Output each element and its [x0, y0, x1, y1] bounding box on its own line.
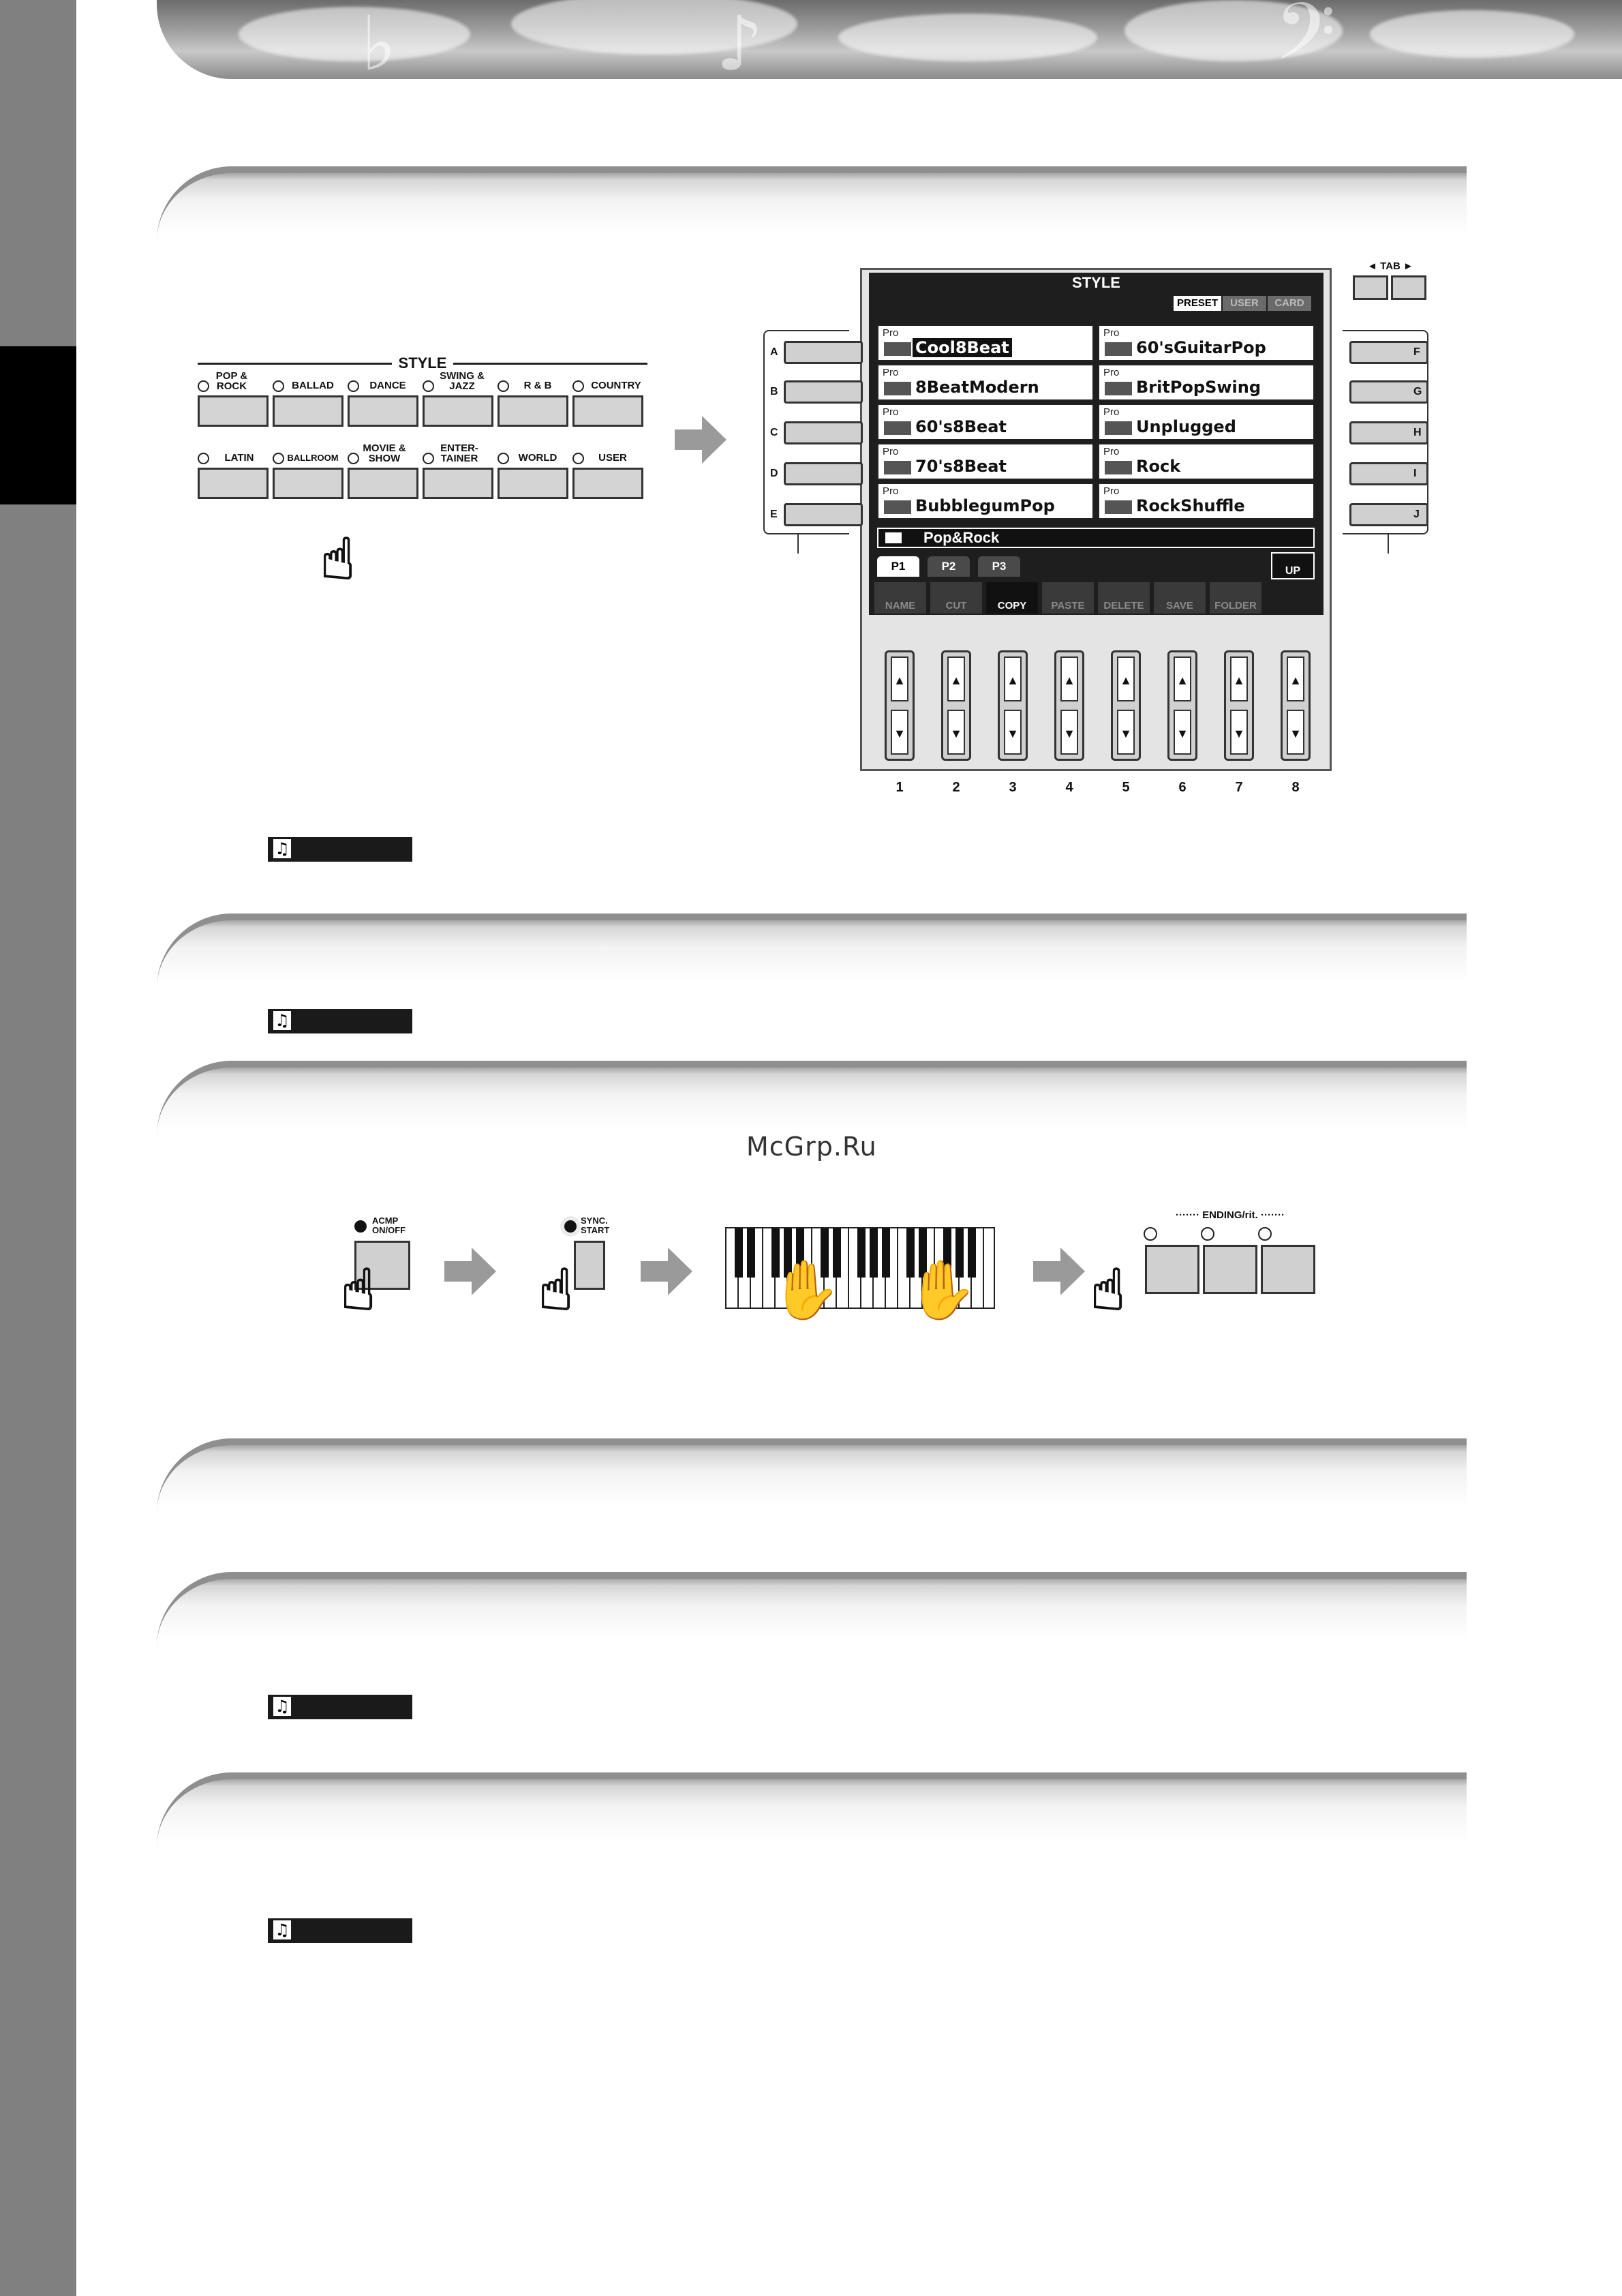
black-key[interactable]: [735, 1228, 743, 1278]
music-note-icon: ♫: [273, 839, 291, 858]
up-arrow-icon[interactable]: ▲: [1287, 656, 1304, 701]
label-country: COUNTRY: [591, 380, 641, 391]
lcd-screen: [869, 273, 1323, 615]
label-e: E: [770, 509, 778, 520]
acmp-led: [354, 1220, 367, 1233]
ending-button-1[interactable]: [1145, 1245, 1199, 1294]
style-cell[interactable]: [1098, 364, 1315, 401]
style-cell[interactable]: [1098, 404, 1315, 440]
r-b-button[interactable]: [498, 395, 568, 427]
style-led: [498, 453, 509, 464]
tab-user[interactable]: USER: [1223, 296, 1266, 311]
style-led: [572, 380, 584, 392]
down-arrow-icon[interactable]: ▼: [1230, 710, 1248, 755]
label-i: I: [1413, 468, 1417, 479]
ending-led: [1258, 1227, 1272, 1241]
country-button[interactable]: [572, 395, 643, 427]
ending-label-text: ENDING/rit.: [1202, 1209, 1258, 1221]
pro-badge: Pro: [1103, 446, 1120, 457]
style-cell[interactable]: [1098, 443, 1315, 480]
label-world: WORLD: [518, 452, 557, 464]
style-thumbnail-icon: [1105, 461, 1132, 474]
updown-button-4[interactable]: [1054, 650, 1084, 761]
pro-badge: Pro: [1103, 327, 1120, 339]
tab-right-button[interactable]: [1391, 275, 1426, 300]
number-1: 1: [896, 780, 904, 795]
up-arrow-icon[interactable]: ▲: [1004, 656, 1022, 701]
section-header-2: [157, 913, 1467, 988]
ending-led: [1144, 1227, 1157, 1241]
note-tag: [268, 1009, 412, 1033]
style-led: [273, 380, 284, 392]
style-name: Rock: [1136, 457, 1181, 476]
up-button[interactable]: UP: [1271, 552, 1315, 579]
section-header-4: [157, 1438, 1467, 1513]
updown-button-1[interactable]: [885, 650, 915, 761]
style-cell[interactable]: [877, 404, 1094, 440]
ballroom-button[interactable]: [273, 468, 343, 499]
style-led: [423, 380, 434, 392]
number-7: 7: [1235, 780, 1243, 795]
fn-folder[interactable]: FOLDER: [1210, 582, 1261, 614]
bracket-tick: [1388, 534, 1389, 554]
number-8: 8: [1291, 780, 1300, 795]
black-key[interactable]: [870, 1228, 878, 1278]
label-entertainer: ENTER- TAINER: [440, 442, 478, 464]
pop-rock-button[interactable]: [198, 395, 269, 427]
button-i[interactable]: [1349, 462, 1428, 485]
world-button[interactable]: [498, 468, 568, 499]
label-movie-show: MOVIE & SHOW: [363, 442, 406, 464]
style-thumbnail-icon: [884, 342, 911, 356]
swing-jazz-button[interactable]: [423, 395, 493, 427]
style-cell[interactable]: [1098, 483, 1315, 519]
label-h: H: [1413, 427, 1422, 438]
button-a[interactable]: [784, 341, 863, 364]
music-note-icon: 𝄢: [1274, 0, 1336, 79]
pro-badge: Pro: [883, 367, 899, 378]
music-note-icon: ♫: [273, 1011, 291, 1030]
style-panel: [198, 353, 647, 503]
ending-button-2[interactable]: [1203, 1245, 1257, 1294]
dance-button[interactable]: [348, 395, 418, 427]
updown-button-2[interactable]: [941, 650, 971, 761]
style-cell[interactable]: [877, 443, 1094, 480]
label-f: F: [1413, 346, 1420, 358]
style-name: RockShuffle: [1136, 496, 1245, 515]
acmp-label: ACMP ON/OFF: [372, 1215, 406, 1235]
fn-cut[interactable]: CUT: [930, 582, 982, 614]
style-name: 60's8Beat: [915, 417, 1007, 436]
folder-icon: [885, 532, 902, 543]
label-swing-jazz: SWING & JAZZ: [440, 370, 485, 392]
page-tab-p3[interactable]: P3: [978, 556, 1020, 577]
music-note-icon: ♭: [361, 0, 397, 79]
style-name: 8BeatModern: [915, 378, 1039, 397]
pro-badge: Pro: [1103, 406, 1120, 418]
updown-button-6[interactable]: [1167, 650, 1197, 761]
hand-icon: ✋: [906, 1256, 978, 1323]
updown-button-3[interactable]: [998, 650, 1028, 761]
style-led: [348, 380, 359, 392]
ending-led: [1201, 1227, 1214, 1241]
button-c[interactable]: [784, 421, 863, 444]
style-cell[interactable]: [877, 483, 1094, 519]
label-pop-rock: POP & ROCK: [215, 370, 248, 392]
updown-button-7[interactable]: [1224, 650, 1254, 761]
movie-show-button[interactable]: [348, 468, 418, 499]
pro-badge: Pro: [1103, 485, 1120, 497]
label-d: D: [770, 468, 778, 479]
hand-icon: ✋: [770, 1256, 842, 1323]
tab-card[interactable]: CARD: [1268, 296, 1311, 311]
number-6: 6: [1178, 780, 1187, 795]
pro-badge: Pro: [1103, 367, 1120, 378]
button-d[interactable]: [784, 462, 863, 485]
updown-button-5[interactable]: [1111, 650, 1141, 761]
tab-left-button[interactable]: [1353, 275, 1388, 300]
lcd-title: STYLE: [1072, 274, 1120, 291]
down-arrow-icon[interactable]: ▼: [947, 710, 965, 755]
label-g: G: [1413, 386, 1422, 397]
up-arrow-icon[interactable]: ▲: [1060, 656, 1078, 701]
user-button[interactable]: [572, 468, 643, 499]
fn-save[interactable]: SAVE: [1154, 582, 1206, 614]
arrow-right-icon: [1033, 1261, 1060, 1282]
style-thumbnail-icon: [884, 382, 911, 395]
page-tab-p1[interactable]: P1: [877, 556, 919, 577]
label-c: C: [770, 427, 778, 438]
down-arrow-icon[interactable]: ▼: [1174, 710, 1191, 755]
style-name: 70's8Beat: [915, 457, 1007, 476]
black-key[interactable]: [882, 1228, 890, 1278]
label-r-b: R & B: [523, 380, 552, 391]
watermark: McGrp.Ru: [746, 1132, 877, 1162]
pro-badge: Pro: [883, 446, 899, 457]
label-dance: DANCE: [369, 380, 406, 391]
style-thumbnail-icon: [884, 421, 911, 435]
note-tag: [268, 1918, 412, 1943]
pointing-hand-icon: ☝: [320, 526, 356, 592]
folder-name: Pop&Rock: [923, 529, 1000, 546]
fn-name[interactable]: NAME: [874, 582, 926, 614]
fn-paste[interactable]: PASTE: [1042, 582, 1094, 614]
style-name: BritPopSwing: [1136, 378, 1261, 397]
note-tag: [268, 1695, 412, 1719]
style-name: 60'sGuitarPop: [1136, 338, 1266, 357]
down-arrow-icon[interactable]: ▼: [1060, 710, 1078, 755]
section-header-1: [157, 166, 1467, 248]
left-margin-band: [0, 0, 76, 2296]
style-led: [572, 453, 584, 464]
label-b: B: [770, 386, 778, 397]
style-cell[interactable]: [877, 364, 1094, 401]
tab-preset[interactable]: PRESET: [1174, 296, 1221, 311]
down-arrow-icon[interactable]: ▼: [1117, 710, 1135, 755]
arrow-right-icon: [444, 1261, 472, 1282]
arrow-right-icon: [675, 429, 702, 450]
pointing-hand-icon: ☝: [538, 1256, 574, 1323]
down-arrow-icon[interactable]: ▼: [1287, 710, 1304, 755]
entertainer-button[interactable]: [423, 468, 493, 499]
pro-badge: Pro: [883, 406, 899, 418]
style-thumbnail-icon: [1105, 421, 1132, 435]
up-arrow-icon[interactable]: ▲: [891, 656, 908, 701]
music-note-icon: ♫: [273, 1920, 291, 1939]
style-name: Cool8Beat: [913, 338, 1012, 357]
style-name: Unplugged: [1136, 417, 1236, 436]
number-3: 3: [1009, 780, 1017, 795]
style-led: [498, 380, 509, 392]
pointing-hand-icon: ☝: [341, 1256, 376, 1323]
sync-start-button[interactable]: [574, 1241, 605, 1290]
black-key[interactable]: [857, 1228, 866, 1278]
label-ballroom: BALLROOM: [287, 453, 339, 463]
up-arrow-icon[interactable]: ▲: [1230, 656, 1248, 701]
fn-copy[interactable]: COPY: [986, 582, 1038, 614]
updown-button-8[interactable]: [1281, 650, 1311, 761]
arrow-right-icon: [641, 1261, 668, 1282]
down-arrow-icon[interactable]: ▼: [1004, 710, 1022, 755]
sync-start-led: [564, 1220, 577, 1233]
bracket-tick: [797, 534, 799, 554]
label-latin: LATIN: [224, 452, 254, 464]
label-a: A: [770, 346, 778, 358]
section-header-5: [157, 1572, 1467, 1647]
music-note-icon: ♫: [273, 1697, 291, 1716]
style-led: [423, 453, 434, 464]
up-arrow-icon[interactable]: ▲: [947, 656, 965, 701]
pointing-hand-icon: ☝: [1090, 1256, 1126, 1323]
up-arrow-icon[interactable]: ▲: [1174, 656, 1191, 701]
style-led: [198, 380, 209, 392]
style-thumbnail-icon: [1105, 382, 1132, 395]
page-tab-p2[interactable]: P2: [928, 556, 970, 577]
style-led: [198, 453, 209, 464]
ending-label: ······· ENDING/rit. ·······: [1176, 1209, 1285, 1221]
ballad-button[interactable]: [273, 395, 343, 427]
label-j: J: [1413, 509, 1420, 520]
ending-button-3[interactable]: [1261, 1245, 1315, 1294]
style-thumbnail-icon: [884, 461, 911, 474]
style-thumbnail-icon: [884, 500, 911, 514]
style-led: [273, 453, 284, 464]
number-2: 2: [952, 780, 960, 795]
label-user: USER: [598, 452, 627, 464]
tab-label: ◄ TAB ►: [1367, 260, 1413, 272]
style-led: [348, 453, 359, 464]
style-heading: STYLE: [392, 353, 453, 374]
number-4: 4: [1065, 780, 1073, 795]
button-e[interactable]: [784, 503, 863, 526]
chapter-tab: [0, 346, 76, 504]
music-note-icon: ♪: [716, 0, 764, 79]
folder-bar: [877, 528, 1315, 548]
note-tag: [268, 837, 412, 862]
sync-start-label: SYNC. START: [581, 1215, 610, 1235]
section-header-3: [157, 1061, 1467, 1136]
style-cell[interactable]: [1098, 324, 1315, 361]
style-name: BubblegumPop: [915, 496, 1055, 515]
pro-badge: Pro: [883, 485, 899, 497]
button-b[interactable]: [784, 380, 863, 404]
label-ballad: BALLAD: [292, 380, 334, 391]
style-cell[interactable]: [877, 324, 1094, 361]
style-thumbnail-icon: [1105, 342, 1132, 356]
section-header-6: [157, 1772, 1467, 1847]
up-arrow-icon[interactable]: ▲: [1117, 656, 1135, 701]
fn-delete[interactable]: DELETE: [1098, 582, 1150, 614]
header-banner: [157, 0, 1622, 79]
black-key[interactable]: [747, 1228, 755, 1278]
tab-label-text: TAB: [1380, 260, 1401, 272]
down-arrow-icon[interactable]: ▼: [891, 710, 908, 755]
latin-button[interactable]: [198, 468, 269, 499]
number-5: 5: [1122, 780, 1130, 795]
style-thumbnail-icon: [1105, 500, 1132, 514]
pro-badge: Pro: [883, 327, 899, 339]
